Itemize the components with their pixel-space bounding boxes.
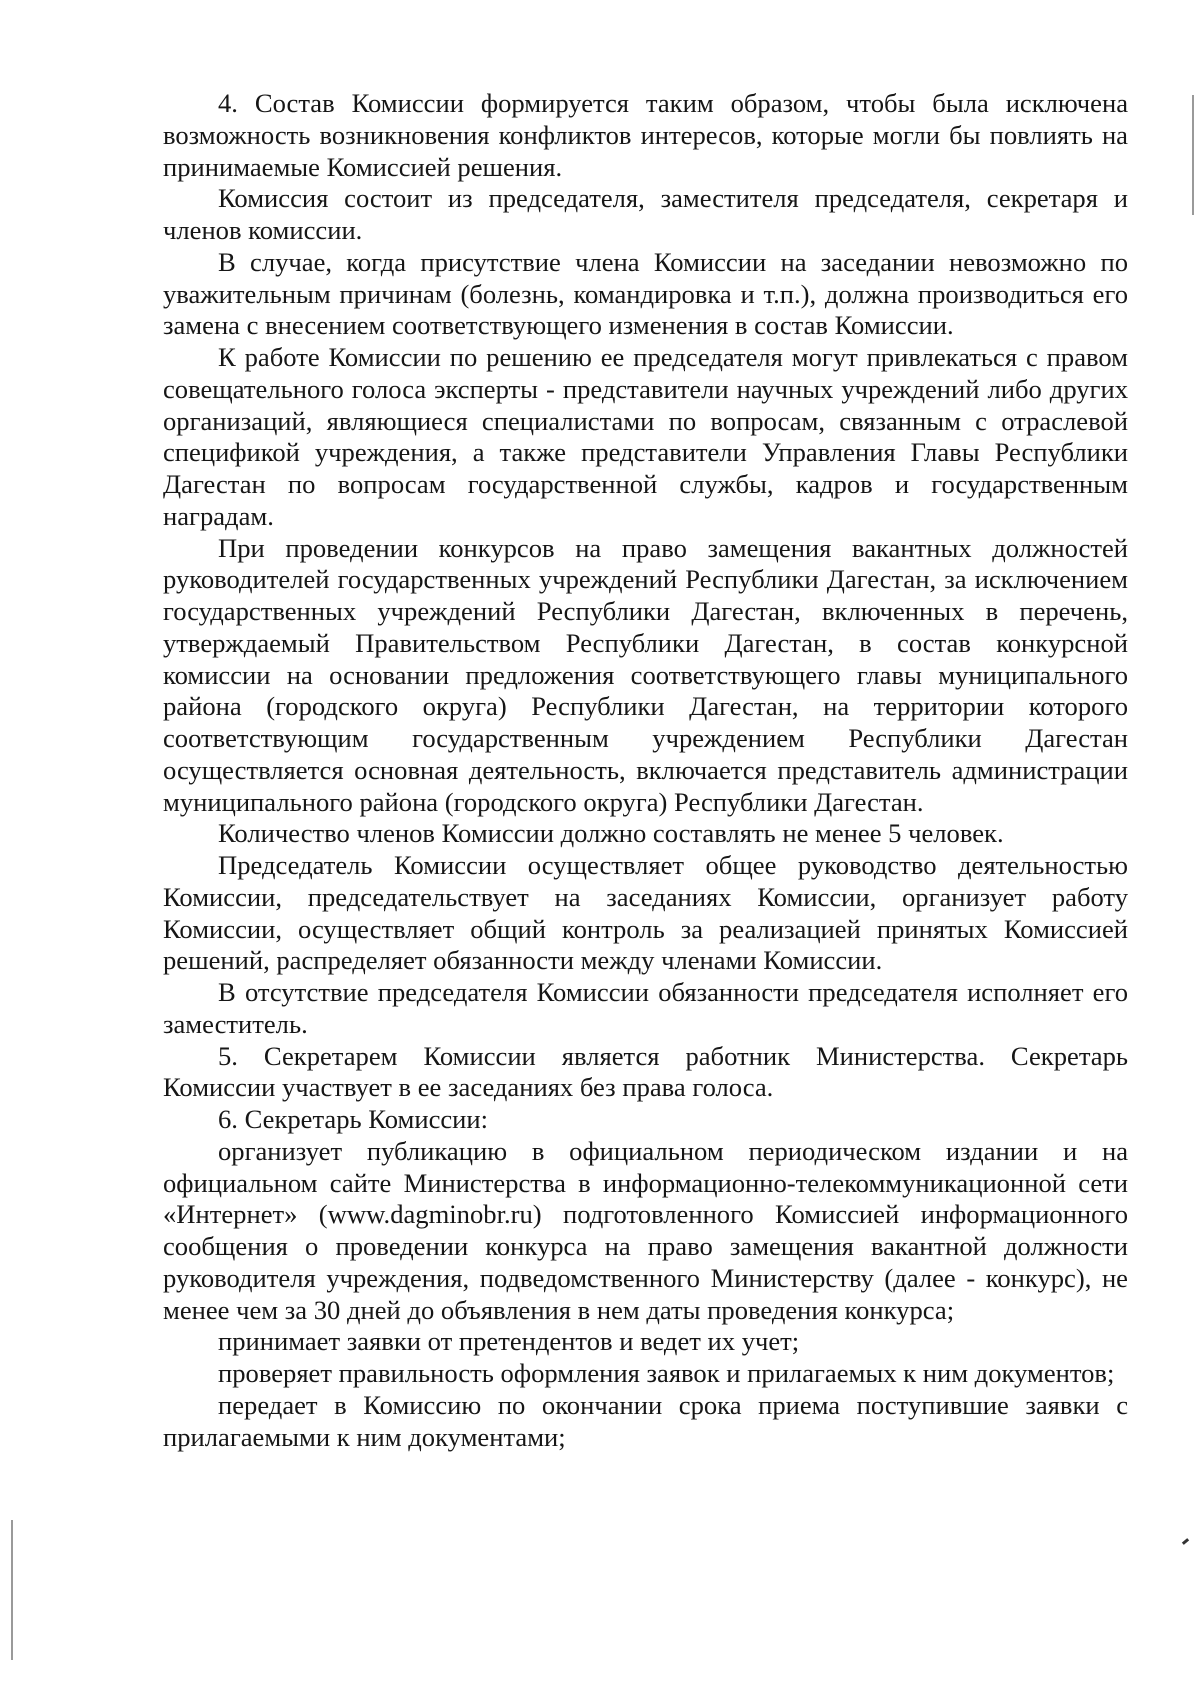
paragraph-experts: К работе Комиссии по решению ее председателя могут привлекаться с правом совещательного голоса эксперты - представители научных учреждений либо других организаций, являющиеся специалистами по вопросам, связанным с отраслевой спецификой учреждения, а также представители Управления Главы Республики Дагестан по вопросам государственной службы, кадров и государственным наградам. <box>163 342 1128 531</box>
document-body <box>163 88 1128 1453</box>
scan-edge-mark <box>1192 95 1194 215</box>
paragraph-secretary-heading: 6. Секретарь Комиссии: <box>218 1104 489 1134</box>
paragraph-deputy: В отсутствие председателя Комиссии обязанности председателя исполняет его заместитель. <box>163 977 1128 1039</box>
paragraph-accepts-applications: принимает заявки от претендентов и ведет их учет; <box>218 1326 800 1357</box>
paragraph-checks-applications: проверяет правильность оформления заявок и прилагаемых к ним документов; <box>218 1358 1115 1388</box>
paragraph-competitions: При проведении конкурсов на право замещения вакантных должностей руководителей государственных учреждений Республики Дагестан, за исключением государственных учреждений Республики Дагестан, включенных в перечень, утверждаемый Правительством Республики Дагестан, в состав конкурсной комиссии на основании предложения соответствующего главы муниципального района (городского округа) Республики Дагестан, на территории которого соответствующим государственным учреждением Республики Дагестан осуществляется основная деятельность, включается представитель администрации муниципального района (городского округа) Республики Дагестан. <box>163 532 1128 817</box>
paragraph-secretary: 5. Секретарем Комиссии является работник Министерства. Секретарь Комиссии участвует в ее заседаниях без права голоса. <box>163 1040 1128 1103</box>
paragraph-member-replacement: В случае, когда присутствие члена Комиссии на заседании невозможно по уважительным причинам (болезнь, командировка и т.п.), должна производиться его замена с внесением соответствующего изменения в состав Комиссии. <box>163 246 1128 341</box>
scan-edge-mark <box>11 1520 13 1660</box>
paragraph-commission-members: Комиссия состоит из председателя, заместителя председателя, секретаря и членов комиссии. <box>163 183 1128 245</box>
paragraph-transfers-applications: передает в Комиссию по окончании срока приема поступившие заявки с прилагаемыми к ним документами; <box>163 1389 1128 1452</box>
paragraph-commission-composition: 4. Состав Комиссии формируется таким образом, чтобы была исключена возможность возникновения конфликтов интересов, которые могли бы повлиять на принимаемые Комиссией решения. <box>163 88 1128 182</box>
paragraph-publication: организует публикацию в официальном периодическом издании и на официальном сайте Министерства в информационно-телекоммуникационной сети «Интернет» (www.dagminobr.ru) подготовленного Комиссией информационного сообщения о проведении конкурса на право замещения вакантной должности руководителя учреждения, подведомственного Министерству (далее - конкурс), не менее чем за 30 дней до объявления в нем даты проведения конкурса; <box>163 1135 1128 1325</box>
paragraph-chairman-duties: Председатель Комиссии осуществляет общее руководство деятельностью Комиссии, председательствует на заседаниях Комиссии, организует работу Комиссии, осуществляет общий контроль за реализацией принятых Комиссией решений, распределяет обязанности между членами Комиссии. <box>163 850 1128 976</box>
scan-tick-mark <box>1182 1538 1189 1545</box>
paragraph-member-count: Количество членов Комиссии должно составлять не менее 5 человек. <box>218 818 1004 849</box>
